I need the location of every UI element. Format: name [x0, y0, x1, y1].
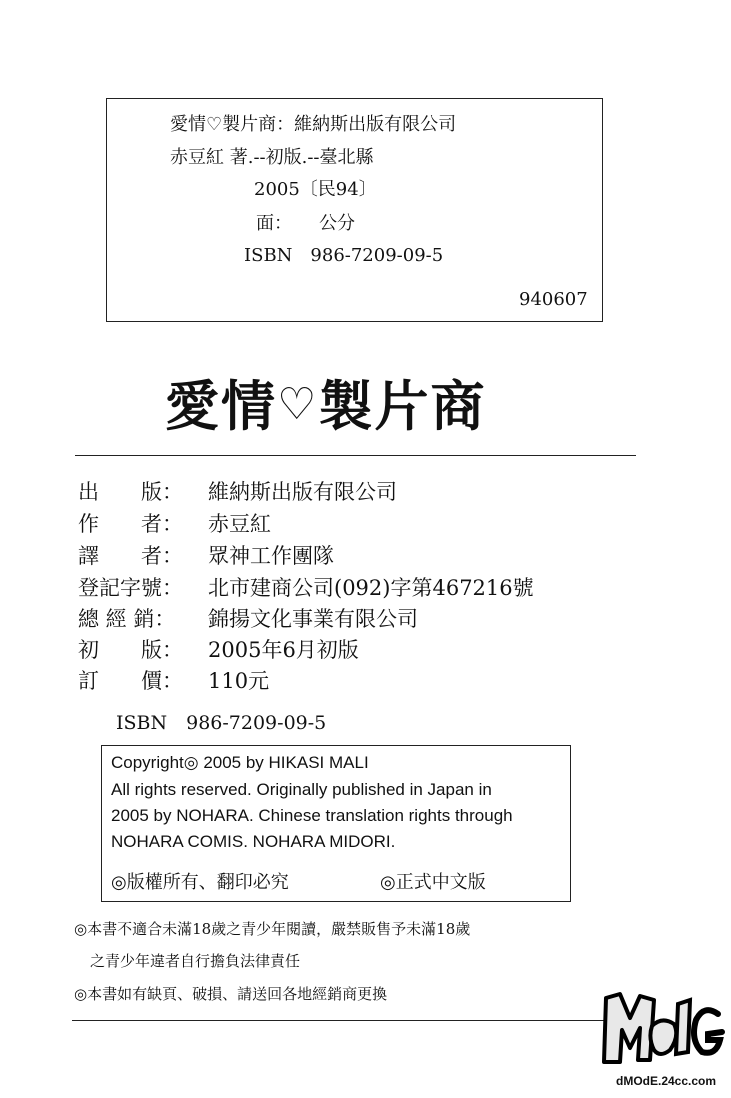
page-title: [165, 364, 486, 441]
colophon-label: 譯 者：: [78, 544, 183, 568]
colophon-value: 2005年6月初版: [208, 638, 359, 662]
cip-line-2: 赤豆紅 著.--初版.--臺北縣: [170, 147, 374, 168]
isbn: ISBN 986-7209-09-5: [116, 712, 327, 734]
colophon-value: 赤豆紅: [208, 512, 271, 536]
cip-line-5: ISBN 986-7209-09-5: [244, 245, 444, 266]
bottom-rule: [72, 1020, 620, 1021]
copyright-line-2: All rights reserved. Originally published in Japan in: [111, 780, 492, 799]
cip-line-1: 愛情♡製片商：維納斯出版有限公司: [170, 114, 457, 135]
colophon-label: 作 者：: [78, 512, 183, 536]
watermark-url: dMOdE.24cc.com: [616, 1074, 717, 1088]
colophon-value: 110元: [208, 669, 270, 693]
cip-line-3: 2005〔民94〕: [254, 179, 377, 200]
colophon-label: 訂 價：: [78, 669, 183, 693]
title-part-1: 愛情: [165, 374, 277, 438]
heart-icon: ♡: [277, 379, 319, 430]
rights-notice: ◎版權所有、翻印必究: [111, 872, 289, 893]
title-part-2: 製片商: [318, 374, 487, 438]
colophon-label: 初 版：: [78, 638, 183, 662]
colophon-label: 總 經 銷：: [78, 607, 176, 631]
title-rule: [75, 455, 636, 456]
note-3: ◎本書如有缺頁、破損、請送回各地經銷商更換: [74, 985, 388, 1003]
copyright-line-1: Copyright◎ 2005 by HIKASI MALI: [111, 753, 369, 772]
colophon-value: 眾神工作團隊: [208, 544, 334, 568]
copyright-line-3: 2005 by NOHARA. Chinese translation rights through: [111, 806, 513, 825]
colophon-value: 錦揚文化事業有限公司: [208, 607, 418, 631]
colophon-value: 北市建商公司(092)字第467216號: [208, 576, 534, 600]
cip-code: 940607: [519, 289, 588, 310]
mode-logo-icon: [600, 990, 726, 1072]
note-2: 之青少年違者自行擔負法律責任: [90, 952, 301, 970]
note-1: ◎本書不適合未滿18歲之青少年閱讀，嚴禁販售予未滿18歲: [74, 920, 471, 938]
colophon-value: 維納斯出版有限公司: [208, 480, 397, 504]
cip-line-4: 面： 公分: [256, 213, 355, 234]
colophon-label: 出 版：: [78, 480, 183, 504]
copyright-line-4: NOHARA COMIS. NOHARA MIDORI.: [111, 832, 396, 851]
edition-notice: ◎正式中文版: [380, 872, 486, 893]
colophon-label: 登記字號：: [78, 576, 183, 600]
